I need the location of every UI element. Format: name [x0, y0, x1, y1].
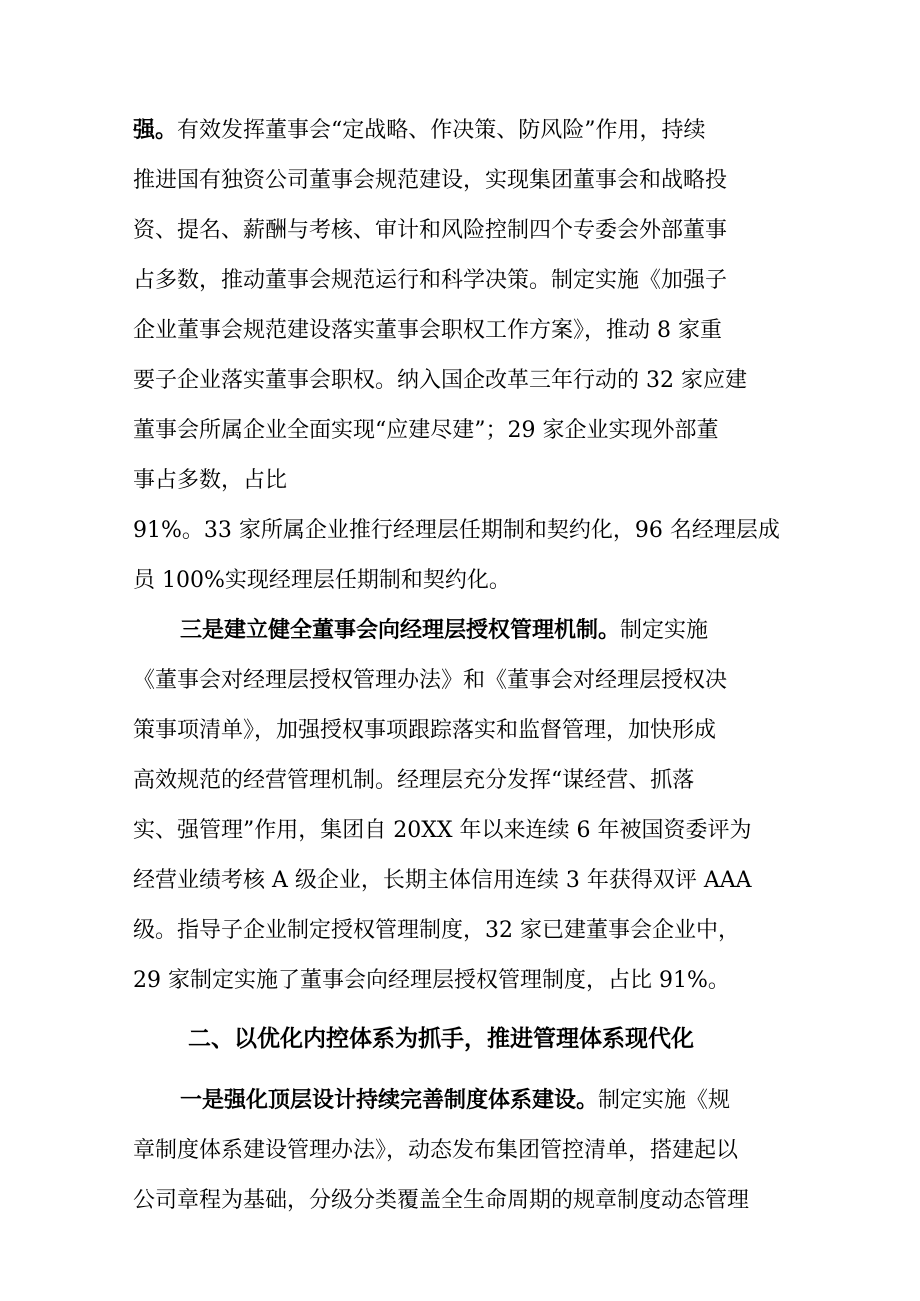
text-line	[133, 416, 718, 446]
text-line	[133, 766, 694, 796]
text-line	[133, 316, 722, 346]
line-text: 占多数，推动董事会规范运行和科学决策。制定实施《加强子	[133, 268, 728, 293]
line-text: 29 家制定实施了董事会向经理层授权管理制度，占比 91%。	[133, 968, 730, 993]
line-text: 策事项清单》，加强授权事项跟踪落实和监督管理，加快形成	[133, 718, 717, 743]
line-text: 章制度体系建设管理办法》，动态发布集团管控清单，搭建起以	[133, 1138, 739, 1163]
line-text: 员 100%实现经理层任期制和契约化。	[133, 568, 511, 593]
line-text: 公司章程为基础，分级分类覆盖全生命周期的规章制度动态管理	[133, 1188, 750, 1213]
line-text: 91%。33 家所属企业推行经理层任期制和契约化，96 名经理层成	[133, 518, 780, 543]
bold-lead: 三是建立健全董事会向经理层授权管理机制。	[180, 618, 621, 643]
text-line	[133, 166, 727, 196]
bold-lead: 强。	[133, 118, 178, 143]
text-line	[133, 916, 740, 946]
line-text: 推进国有独资公司董事会规范建设，实现集团董事会和战略投	[133, 168, 728, 193]
text-line	[133, 1136, 738, 1166]
text-line	[133, 516, 780, 546]
line-text: 级。指导子企业制定授权管理制度，32 家已建董事会企业中，	[133, 918, 740, 943]
text-line	[133, 366, 747, 396]
line-text: 事占多数，占比	[133, 468, 288, 493]
line-text: 《董事会对经理层授权管理办法》和《董事会对经理层授权决	[133, 668, 728, 693]
line-text: 经营业绩考核 A 级企业，长期主体信用连续 3 年获得双评 AAA	[133, 868, 752, 893]
text-line	[133, 666, 727, 696]
text-line	[133, 216, 727, 246]
text-line	[133, 966, 730, 996]
bold-lead: 一是强化顶层设计持续完善制度体系建设。	[180, 1088, 599, 1113]
text-line	[133, 466, 287, 496]
text-line	[133, 266, 727, 296]
line-text: 有效发挥董事会“定战略、作决策、防风险”作用，持续	[177, 118, 706, 143]
text-line	[133, 116, 706, 146]
text-line	[133, 866, 752, 896]
text-line	[133, 816, 752, 846]
text-line	[133, 716, 716, 746]
line-text: 高效规范的经营管理机制。经理层充分发挥“谋经营、抓落	[133, 768, 695, 793]
text-line	[133, 1186, 749, 1216]
line-text: 企业董事会规范建设落实董事会职权工作方案》，推动 8 家重	[133, 318, 722, 343]
line-text: 制定实施	[620, 618, 709, 643]
line-text: 要子企业落实董事会职权。纳入国企改革三年行动的 32 家应建	[133, 368, 747, 393]
section-heading: 二、以优化内控体系为抓手，推进管理体系现代化	[188, 1026, 694, 1052]
line-text: 资、提名、薪酬与考核、审计和风险控制四个专委会外部董事	[133, 218, 728, 243]
line-text: 实、强管理”作用，集团自 20XX 年以来连续 6 年被国资委评为	[133, 818, 752, 843]
text-line	[133, 566, 511, 596]
text-line	[180, 1086, 730, 1116]
line-text: 制定实施《规	[598, 1088, 731, 1113]
text-line	[180, 616, 708, 646]
line-text: 董事会所属企业全面实现“应建尽建”；29 家企业实现外部董	[133, 418, 719, 443]
